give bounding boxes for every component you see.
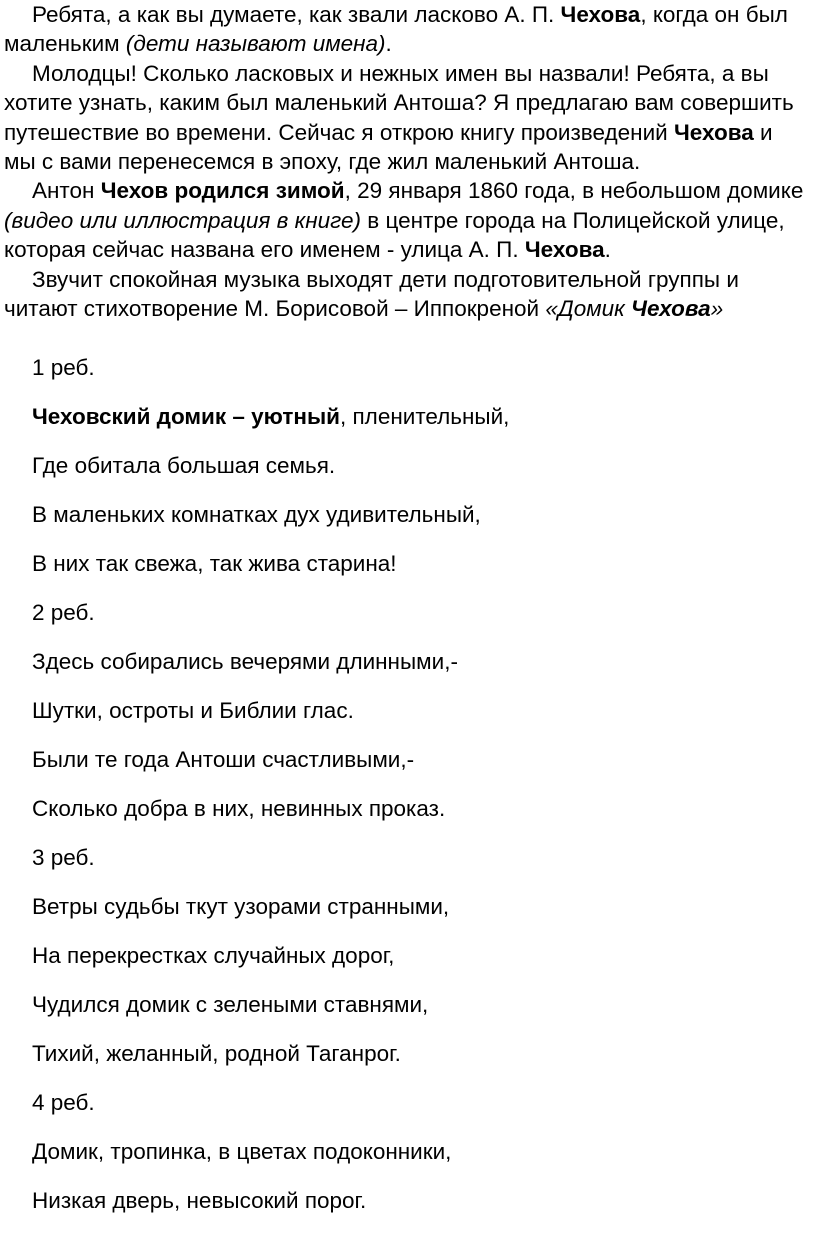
poem-line	[4, 392, 816, 441]
text-run: и мы с вами перенесемся в эпоху, где жил маленький Антоша.	[4, 119, 773, 175]
text-run: Ребята, а как вы думаете, как звали ласково А. П.	[32, 2, 561, 27]
text-run-bold: Чехова	[524, 237, 605, 263]
text-run: В маленьких комнатках дух удивительный,	[32, 502, 481, 528]
poem-section	[4, 343, 816, 1225]
text-run-bold: Чеховский домик – уютный	[32, 404, 340, 430]
poem-line	[4, 980, 816, 1029]
text-run: .	[385, 31, 392, 57]
text-run: 3 реб.	[32, 845, 95, 871]
poem-line	[4, 735, 816, 784]
text-run: Молодцы! Сколько ласковых и нежных имен вы назвали! Ребята, а вы хотите узнать, каким был маленький Антоша? Я предлагаю вам совершить путешествие во времени. Сейчас я открою книгу произведений	[4, 60, 794, 145]
text-run-bold-italic	[631, 296, 711, 321]
text-run-bold: Чехова	[673, 119, 754, 145]
poem-line	[4, 343, 816, 392]
text-run: Шутки, остроты и Библии глас.	[32, 698, 354, 724]
text-run: Здесь собирались вечерями длинными,-	[32, 649, 458, 675]
text-run-italic: (дети называют имена)	[125, 31, 386, 57]
text-run: 2 реб.	[32, 600, 95, 626]
text-run-italic: «Домик	[545, 296, 632, 322]
poem-line	[4, 784, 816, 833]
poem-line	[4, 637, 816, 686]
prose-section	[4, 0, 804, 323]
paragraph	[4, 265, 804, 324]
text-run: Антон	[32, 178, 101, 204]
poem-line	[4, 539, 816, 588]
poem-line	[4, 931, 816, 980]
text-run: В них так свежа, так жива старина!	[32, 551, 397, 577]
paragraph	[4, 176, 804, 264]
text-run: 4 реб.	[32, 1090, 95, 1116]
text-run: Где обитала большая семья.	[32, 453, 336, 479]
text-run-bold: Чехов родился зимой	[100, 178, 345, 204]
text-run: в центре города на Полицейской улице, которая сейчас названа его именем - улица А. П.	[4, 207, 785, 263]
text-run: , 29 января 1860 года, в небольшом домике	[344, 178, 804, 204]
poem-line	[4, 833, 816, 882]
text-run-bold: Чехова	[560, 2, 641, 27]
text-run-italic: »	[710, 296, 724, 322]
text-run: Были те года Антоши счастливыми,-	[32, 747, 415, 773]
text-run: Тихий, желанный, родной Таганрог.	[32, 1041, 401, 1067]
text-run: Сколько добра в них, невинных проказ.	[32, 796, 446, 822]
poem-line	[4, 686, 816, 735]
text-run: Ветры судьбы ткут узорами странными,	[32, 894, 450, 920]
poem-line	[4, 441, 816, 490]
text-run: , когда он был маленьким	[4, 2, 788, 57]
poem-line	[4, 490, 816, 539]
text-run: Звучит спокойная музыка выходят дети подготовительной группы и читают стихотворение М. Борисовой – Иппокреной	[4, 266, 739, 322]
poem-line	[4, 1078, 816, 1127]
text-run: Низкая дверь, невысокий порог.	[32, 1188, 367, 1214]
text-run: Чудился домик с зелеными ставнями,	[32, 992, 429, 1018]
poem-line	[4, 1127, 816, 1176]
poem-line	[4, 1176, 816, 1225]
text-run: , пленительный,	[340, 404, 510, 430]
text-run: .	[604, 237, 611, 263]
text-run-italic: (видео или иллюстрация в книге)	[4, 207, 362, 233]
paragraph	[4, 0, 804, 59]
poem-line	[4, 588, 816, 637]
text-run: 1 реб.	[32, 355, 95, 381]
poem-line	[4, 1029, 816, 1078]
text-run: На перекрестках случайных дорог,	[32, 943, 395, 969]
text-run-bold-italic-inner: Чехова	[631, 296, 711, 322]
poem-line	[4, 882, 816, 931]
text-run: Домик, тропинка, в цветах подоконники,	[32, 1139, 452, 1165]
paragraph	[4, 59, 804, 177]
